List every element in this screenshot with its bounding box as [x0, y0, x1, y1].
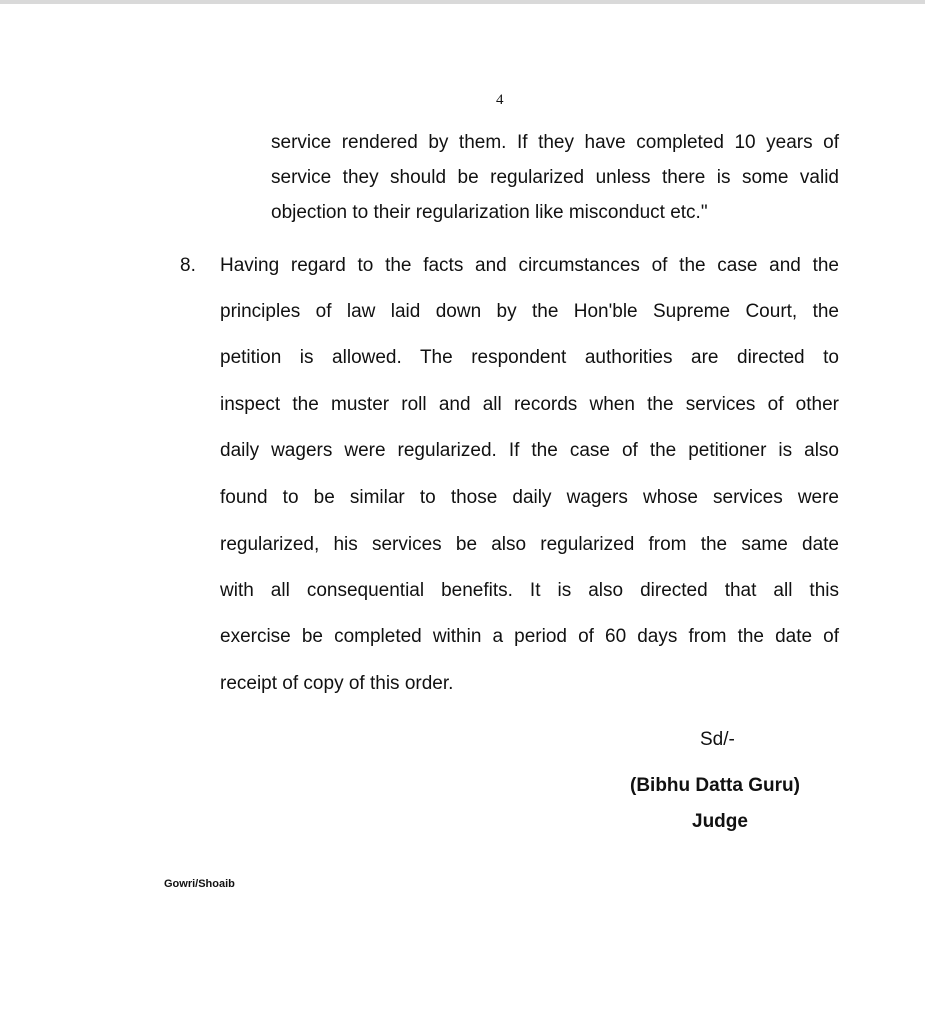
paragraph-line: Having regard to the facts and circumstances of the case and the	[220, 255, 839, 276]
paragraph-line: petition is allowed. The respondent authorities are directed to	[220, 347, 839, 368]
paragraph-line: exercise be completed within a period of 60 days from the date of	[220, 626, 839, 647]
paragraph-line: found to be similar to those daily wagers whose services were	[220, 487, 839, 508]
quote-line: service rendered by them. If they have completed 10 years of	[271, 132, 839, 153]
judge-name: (Bibhu Datta Guru)	[630, 775, 800, 796]
quote-line: objection to their regularization like misconduct etc."	[271, 202, 708, 223]
footer-initials: Gowri/Shoaib	[164, 878, 235, 890]
paragraph-number: 8.	[180, 255, 196, 276]
signature-mark: Sd/-	[700, 729, 735, 750]
top-border	[0, 0, 925, 4]
paragraph-line: inspect the muster roll and all records when the services of other	[220, 394, 839, 415]
judge-title: Judge	[692, 811, 748, 832]
page-number: 4	[496, 92, 504, 108]
paragraph-line: principles of law laid down by the Hon'ble Supreme Court, the	[220, 301, 839, 322]
paragraph-line: receipt of copy of this order.	[220, 673, 454, 694]
paragraph-line: daily wagers were regularized. If the case of the petitioner is also	[220, 440, 839, 461]
paragraph-line: regularized, his services be also regularized from the same date	[220, 534, 839, 555]
paragraph-line: with all consequential benefits. It is also directed that all this	[220, 580, 839, 601]
quote-line: service they should be regularized unless there is some valid	[271, 167, 839, 188]
